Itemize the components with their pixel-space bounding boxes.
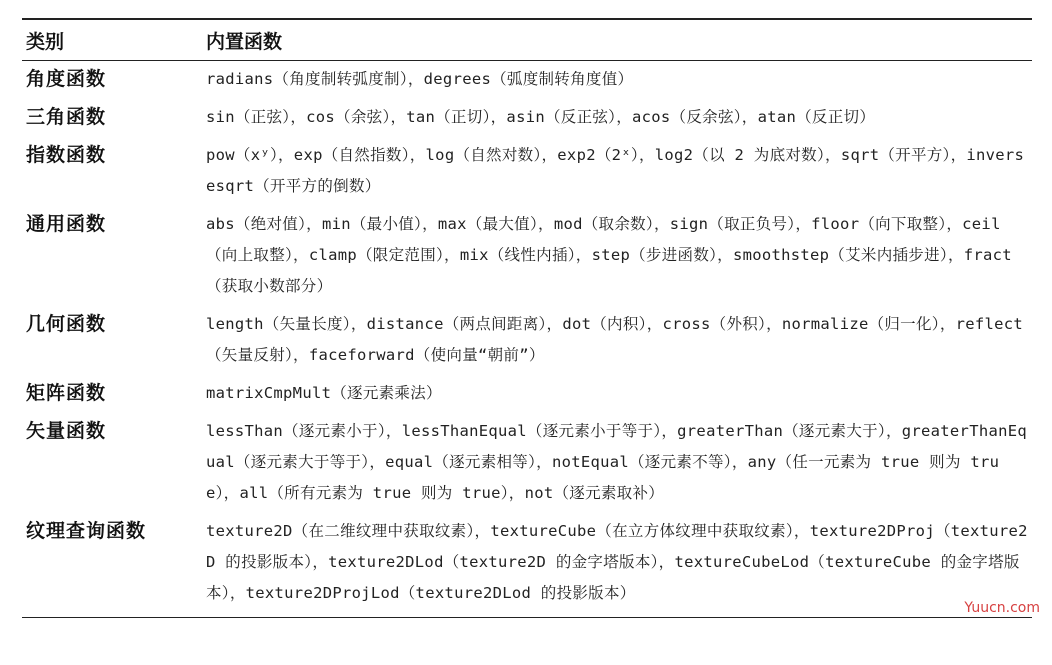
- row-category: 纹理查询函数: [22, 513, 206, 618]
- row-functions: sin（正弦），cos（余弦），tan（正切），asin（反正弦），acos（反余弦），atan（反正切）: [206, 108, 876, 126]
- table-row: [22, 413, 1032, 513]
- row-functions: abs（绝对值），min（最小值），max（最大值），mod（取余数），sign（取正负号），floor（向下取整），ceil（向上取整），clamp（限定范围），mix（线性内插），step（步进函数），smoothstep（艾米内插步进），fract（获取小数部分）: [206, 215, 1012, 295]
- table-row: [22, 137, 1032, 206]
- row-category: 几何函数: [26, 313, 107, 335]
- table-header-row: [22, 19, 1032, 61]
- builtin-functions-table-container: [22, 18, 1032, 618]
- row-functions: matrixCmpMult（逐元素乘法）: [206, 384, 442, 402]
- table-row: [22, 306, 1032, 375]
- table-row: [22, 513, 1032, 618]
- header-category: 类别: [22, 19, 206, 61]
- row-functions: length（矢量长度），distance（两点间距离），dot（内积），cross（外积），normalize（归一化），reflect（矢量反射），faceforward（使向量“朝前”）: [206, 315, 1024, 364]
- row-category: 矩阵函数: [26, 382, 107, 404]
- table-row: [22, 375, 1032, 413]
- row-functions: texture2D（在二维纹理中获取纹素），textureCube（在立方体纹理中获取纹素），texture2DProj（texture2D 的投影版本），texture2DLod（texture2D 的金字塔版本），textureCubeLod（textureCube 的金字塔版本），texture2DProjLod（texture2DLod 的投影版本）: [206, 513, 1032, 618]
- row-functions: radians（角度制转弧度制），degrees（弧度制转角度值）: [206, 70, 634, 88]
- watermark: Yuucn.com: [964, 600, 1040, 616]
- table-row: [22, 61, 1032, 100]
- builtin-functions-table: [22, 18, 1032, 618]
- row-functions: lessThan（逐元素小于），lessThanEqual（逐元素小于等于），greaterThan（逐元素大于），greaterThanEqual（逐元素大于等于），equal（逐元素相等），notEqual（逐元素不等），any（任一元素为 true 则为 true），all（所有元素为 true 则为 true），not（逐元素取补）: [206, 422, 1027, 502]
- row-category: 通用函数: [26, 213, 107, 235]
- table-row: [22, 99, 1032, 137]
- table-row: [22, 206, 1032, 306]
- row-category: 三角函数: [26, 106, 107, 128]
- row-category: 指数函数: [26, 144, 107, 166]
- row-category: 角度函数: [26, 68, 107, 90]
- header-functions: 内置函数: [206, 19, 1032, 61]
- row-functions: pow（xʸ），exp（自然指数），log（自然对数），exp2（2ˣ），log2（以 2 为底对数），sqrt（开平方），inversesqrt（开平方的倒数）: [206, 146, 1025, 195]
- row-category: 矢量函数: [26, 420, 107, 442]
